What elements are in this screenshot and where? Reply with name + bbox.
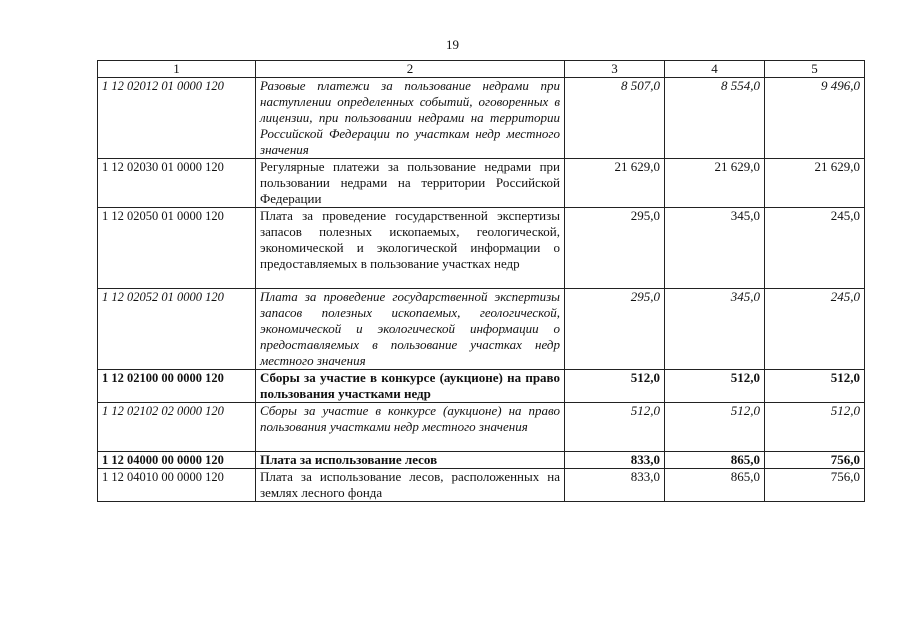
value-col-5: 756,0 [765,452,865,469]
value-col-3: 512,0 [565,403,665,452]
value-col-3: 295,0 [565,289,665,370]
revenue-table [97,60,865,502]
page-number: 19 [446,37,459,52]
budget-code: 1 12 02030 01 0000 120 [98,159,256,208]
table-row [98,403,865,452]
revenue-name: Разовые платежи за пользование недрами при наступлении определенных событий, оговоренных в лицензии, при пользовании недрами на территории Российской Федерации по участкам недр местного значения [256,78,565,159]
value-col-4: 865,0 [665,452,765,469]
revenue-name: Сборы за участие в конкурсе (аукционе) на право пользования участками недр [256,370,565,403]
value-col-3: 8 507,0 [565,78,665,159]
value-col-4: 512,0 [665,403,765,452]
table-row [98,159,865,208]
column-header-2: 2 [256,61,565,78]
column-header-4: 4 [665,61,765,78]
table-header-row [98,61,865,78]
value-col-3: 21 629,0 [565,159,665,208]
table-row [98,208,865,289]
value-col-5: 512,0 [765,403,865,452]
value-col-4: 512,0 [665,370,765,403]
column-header-5: 5 [765,61,865,78]
revenue-name: Регулярные платежи за пользование недрами при пользовании недрами на территории Российской Федерации [256,159,565,208]
budget-code: 1 12 04010 00 0000 120 [98,469,256,502]
budget-code: 1 12 02050 01 0000 120 [98,208,256,289]
revenue-name: Плата за проведение государственной экспертизы запасов полезных ископаемых, геологической, экономической и экологической информации о предоставляемых в пользование участках недр местного значения [256,289,565,370]
value-col-3: 295,0 [565,208,665,289]
column-header-3: 3 [565,61,665,78]
budget-code: 1 12 04000 00 0000 120 [98,452,256,469]
column-header-1: 1 [98,61,256,78]
value-col-5: 512,0 [765,370,865,403]
table-row [98,469,865,502]
revenue-name: Плата за использование лесов, расположенных на землях лесного фонда [256,469,565,502]
budget-code: 1 12 02102 02 0000 120 [98,403,256,452]
budget-code: 1 12 02052 01 0000 120 [98,289,256,370]
value-col-5: 756,0 [765,469,865,502]
table-row [98,370,865,403]
value-col-4: 345,0 [665,289,765,370]
revenue-name: Сборы за участие в конкурсе (аукционе) на право пользования участками недр местного значения [256,403,565,452]
table-row [98,78,865,159]
budget-code: 1 12 02012 01 0000 120 [98,78,256,159]
value-col-5: 245,0 [765,208,865,289]
budget-code: 1 12 02100 00 0000 120 [98,370,256,403]
value-col-3: 833,0 [565,469,665,502]
value-col-4: 345,0 [665,208,765,289]
value-col-5: 21 629,0 [765,159,865,208]
revenue-name: Плата за использование лесов [256,452,565,469]
value-col-3: 512,0 [565,370,665,403]
table-row [98,452,865,469]
value-col-4: 21 629,0 [665,159,765,208]
value-col-5: 9 496,0 [765,78,865,159]
value-col-3: 833,0 [565,452,665,469]
revenue-name: Плата за проведение государственной экспертизы запасов полезных ископаемых, геологической, экономической и экологической информации о предоставляемых в пользование участках недр [256,208,565,289]
value-col-5: 245,0 [765,289,865,370]
value-col-4: 865,0 [665,469,765,502]
table-row [98,289,865,370]
value-col-4: 8 554,0 [665,78,765,159]
